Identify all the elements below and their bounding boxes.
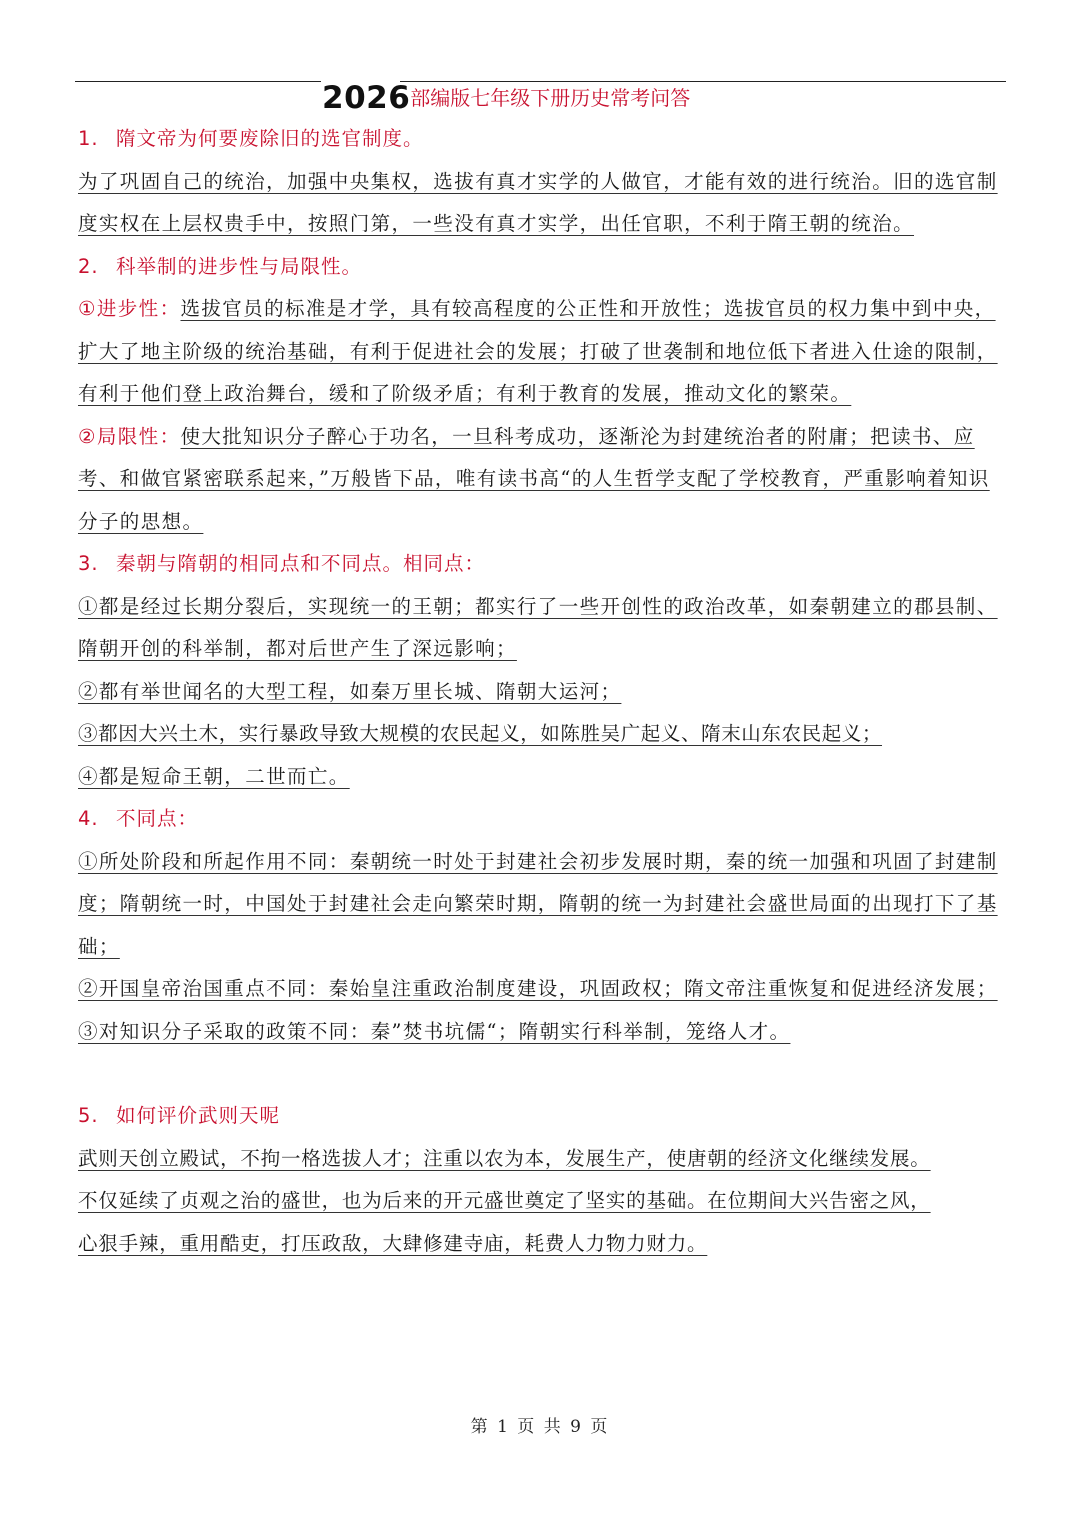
question-number: 2.	[78, 254, 99, 278]
title-text: 部编版七年级下册历史常考问答	[410, 86, 691, 110]
question-number: 5.	[78, 1104, 99, 1127]
answer-3-point-1	[78, 586, 1008, 671]
question-number: 1.	[78, 127, 99, 150]
answer-text: 为了巩固自己的统治，加强中央集权，选拔有真才实学的人做官，才能有效的进行统治。旧的选官制度实权在上层权贵手中，按照门第，一些没有真才实学，出任官职，不利于隋王朝的统治。	[78, 169, 998, 235]
point-text: ②开国皇帝治国重点不同：秦始皇注重政治制度建设，巩固政权；隋文帝注重恢复和促进经济发展；	[78, 977, 998, 1000]
question-text: 隋文帝为何要废除旧的选官制度。	[116, 127, 424, 150]
point-text: ①所处阶段和所起作用不同：秦朝统一时处于封建社会初步发展时期，秦的统一加强和巩固了封建制度；隋朝统一时，中国处于封建社会走向繁荣时期，隋朝的统一为封建社会盛世局面的出现打下了基础；	[78, 849, 998, 958]
document-title	[322, 80, 690, 116]
answer-4-point-1	[78, 841, 1008, 969]
question-2	[78, 246, 1018, 289]
point-label: ②局限性：	[78, 424, 181, 448]
question-4	[78, 798, 1018, 841]
answer-1	[78, 161, 1008, 246]
document-body	[78, 118, 1018, 1265]
question-1	[78, 118, 1018, 161]
question-text: 不同点：	[116, 807, 199, 830]
answer-2-point-2	[78, 416, 1008, 544]
point-text: ④都是短命王朝，二世而亡。	[78, 764, 350, 788]
answer-3-point-3	[78, 713, 1008, 756]
header-rule-left	[75, 81, 321, 82]
answer-2-point-1	[78, 288, 1008, 416]
answer-text: 武则天创立殿试，不拘一格选拔人才；注重以农为本，发展生产，使唐朝的经济文化继续发展。不仅延续了贞观之治的盛世，也为后来的开元盛世奠定了坚实的基础。在位期间大兴告密之风，心狠手辣，重用酷吏，打压政敌，大肆修建寺庙，耗费人力物力财力。	[78, 1146, 931, 1255]
point-label: ①进步性：	[78, 297, 181, 320]
question-text: 如何评价武则天呢	[116, 1104, 281, 1127]
question-5	[78, 1095, 1018, 1138]
question-text: 秦朝与隋朝的相同点和不同点。相同点：	[116, 552, 486, 575]
answer-3-point-2	[78, 671, 1008, 714]
question-text: 科举制的进步性与局限性。	[116, 254, 363, 278]
question-number: 4.	[78, 807, 99, 830]
page-footer: 第 1 页 共 9 页	[470, 1417, 610, 1437]
point-text: ①都是经过长期分裂后，实现统一的王朝；都实行了一些开创性的政治改革，如秦朝建立的郡县制、隋朝开创的科举制，都对后世产生了深远影响；	[78, 594, 998, 660]
question-number: 3.	[78, 552, 99, 575]
point-text: ③对知识分子采取的政策不同：秦”焚书坑儒“；隋朝实行科举制，笼络人才。	[78, 1019, 791, 1043]
point-text: ③都因大兴土木，实行暴政导致大规模的农民起义，如陈胜吴广起义、隋末山东农民起义；	[78, 722, 883, 745]
answer-5	[78, 1138, 948, 1266]
spacer	[78, 1053, 1018, 1095]
point-text: ②都有举世闻名的大型工程，如秦万里长城、隋朝大运河；	[78, 679, 622, 703]
title-year: 2026	[322, 80, 411, 116]
answer-4-point-2	[78, 968, 1008, 1011]
question-3	[78, 543, 1018, 586]
point-text: 选拔官员的标准是才学，具有较高程度的公正性和开放性；选拔官员的权力集中到中央，扩大了地主阶级的统治基础，有利于促进社会的发展；打破了世袭制和地位低下者进入仕途的限制，有利于他们登上政治舞台，缓和了阶级矛盾；有利于教育的发展，推动文化的繁荣。	[78, 297, 998, 405]
answer-3-point-4	[78, 756, 1008, 799]
answer-4-point-3	[78, 1011, 1008, 1054]
point-text: 使大批知识分子醉心于功名，一旦科考成功，逐渐沦为封建统治者的附庸；把读书、应考、和做官紧密联系起来，”万般皆下品，唯有读书高“的人生哲学支配了学校教育，严重影响着知识分子的思想。	[78, 424, 990, 533]
